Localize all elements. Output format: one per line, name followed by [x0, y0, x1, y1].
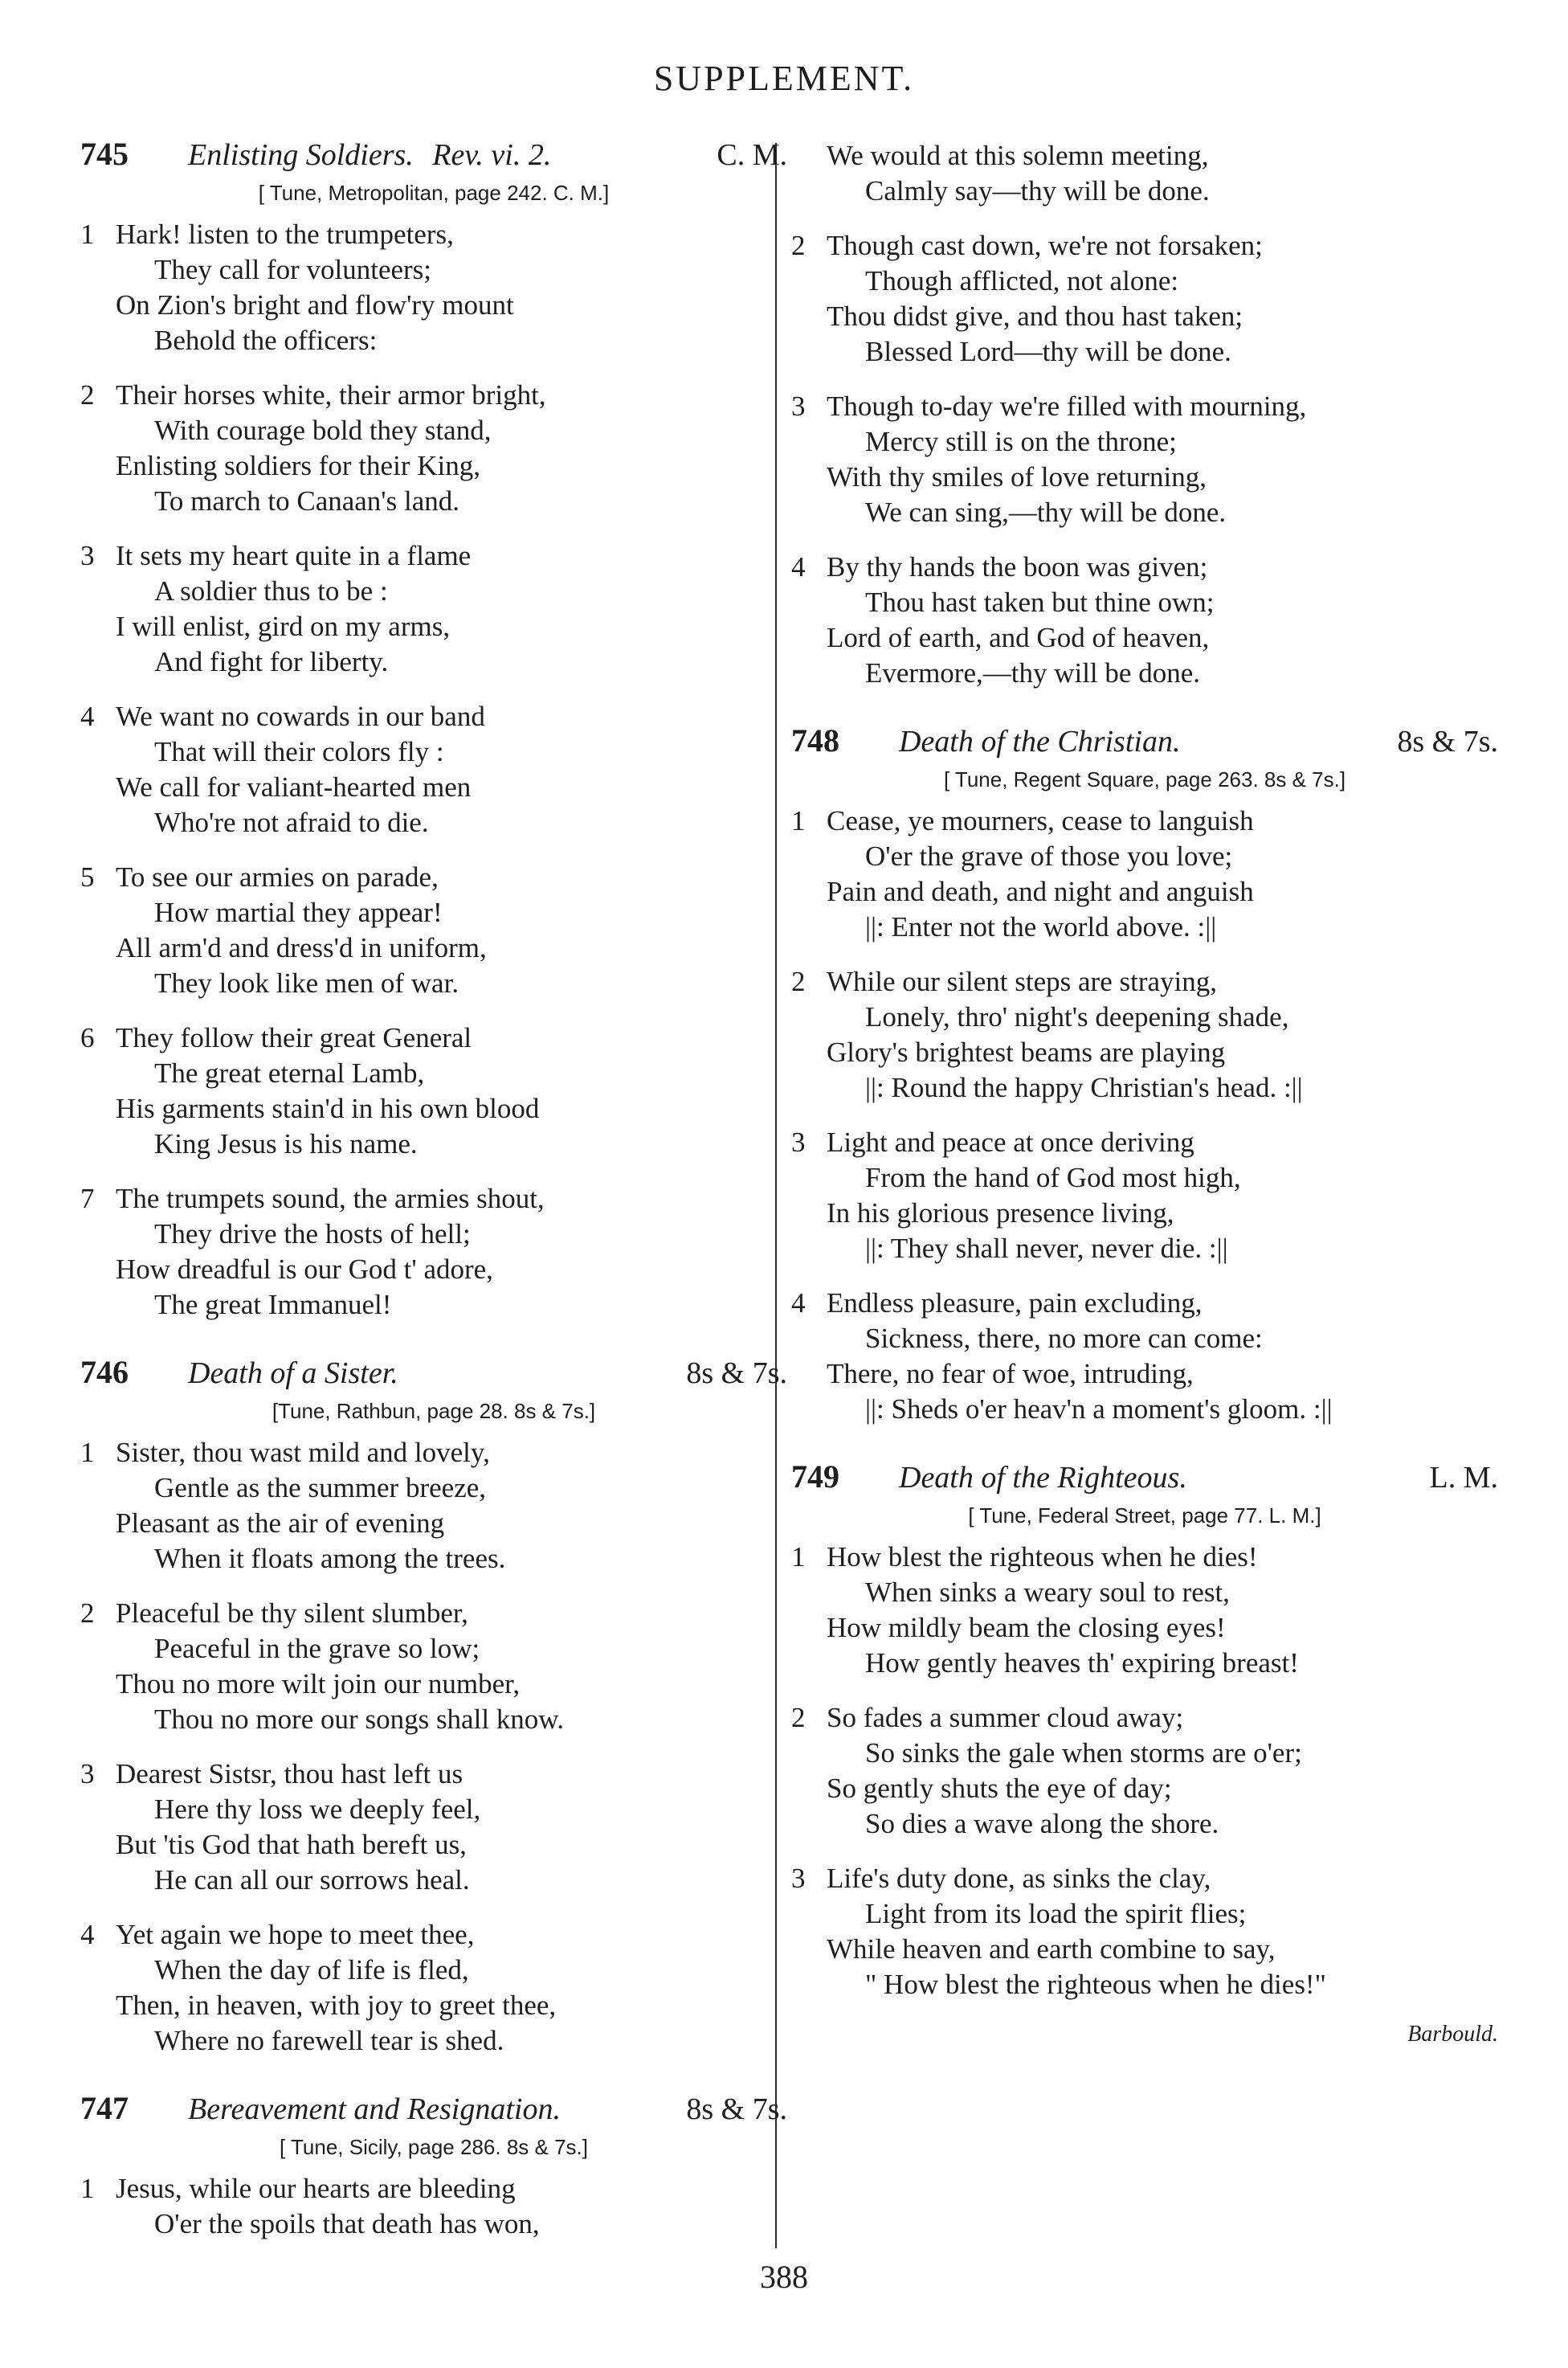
verse [791, 1861, 1498, 2002]
verse-line: Mercy still is on the throne; [865, 426, 1177, 457]
verse-line: When the day of life is fled, [154, 1954, 469, 1986]
verse-line: They drive the hosts of hell; [154, 1218, 471, 1249]
verse-number: 3 [791, 1127, 806, 1158]
hymn-meter: L. M. [1429, 1461, 1498, 1495]
verse-line: While heaven and earth combine to say, [827, 1933, 1276, 1965]
hymn-number: 746 [80, 1354, 129, 1390]
verse [791, 1700, 1498, 1842]
verse-line: How dreadful is our God t' adore, [116, 1254, 493, 1285]
right-column [791, 138, 1498, 2078]
verse-line: How martial they appear! [154, 897, 443, 928]
verse-line: Though afflicted, not alone: [865, 265, 1179, 297]
verse [80, 1917, 787, 2059]
hymn-meter: C. M. [717, 138, 787, 172]
verse-line: Glory's brightest beams are playing [827, 1037, 1226, 1068]
verse-line: ||: Round the happy Christian's head. :|| [865, 1072, 1303, 1103]
verse-line: So fades a summer cloud away; [827, 1702, 1184, 1733]
hymn-heading [80, 135, 787, 173]
verse-line: Enlisting soldiers for their King, [116, 450, 480, 481]
verse-line: Lonely, thro' night's deepening shade, [865, 1001, 1289, 1033]
verse-line: Sickness, there, no more can come: [865, 1323, 1263, 1354]
verse-number: 4 [80, 701, 95, 732]
verse-line: Though cast down, we're not forsaken; [827, 230, 1263, 261]
verse-line: Yet again we hope to meet thee, [116, 1919, 475, 1950]
verse-line: Jesus, while our hearts are bleeding [116, 2173, 516, 2204]
verse-line: Blessed Lord—thy will be done. [865, 336, 1231, 367]
hymn-heading [791, 722, 1498, 759]
verse-line: Their horses white, their armor bright, [116, 379, 546, 411]
verse [80, 1596, 787, 1737]
verse-number: 6 [80, 1022, 95, 1053]
verse-line: The great eternal Lamb, [154, 1057, 425, 1089]
verse [80, 1435, 787, 1577]
verse-line: How mildly beam the closing eyes! [827, 1612, 1226, 1643]
verse-line: ||: Sheds o'er heav'n a moment's gloom. :|| [865, 1393, 1333, 1425]
hymn-tune: [ Tune, Sicily, page 286. 8s & 7s.] [280, 2135, 588, 2159]
hymn-number: 747 [80, 2090, 129, 2126]
verse [791, 804, 1498, 945]
verse-line: All arm'd and dress'd in uniform, [116, 932, 487, 963]
verse-line: Cease, ye mourners, cease to languish [827, 805, 1254, 836]
verse-line: Peaceful in the grave so low; [154, 1633, 480, 1664]
verse-line: To march to Canaan's land. [154, 485, 459, 517]
verse [80, 2171, 787, 2242]
verse [80, 217, 787, 358]
verse-line: Pleasant as the air of evening [116, 1507, 445, 1539]
left-column [80, 135, 787, 2272]
verse-number: 1 [80, 219, 95, 250]
hymn-number: 745 [80, 136, 129, 172]
verse [80, 699, 787, 840]
hymn-tune: [Tune, Rathbun, page 28. 8s & 7s.] [272, 1399, 596, 1423]
verse-line: Light from its load the spirit flies; [865, 1898, 1247, 1929]
verse-number: 2 [80, 379, 95, 411]
verse-line: How gently heaves th' expiring breast! [865, 1647, 1299, 1679]
verse [80, 1020, 787, 1162]
verse-number: 3 [791, 1863, 806, 1894]
verse-line: It sets my heart quite in a flame [116, 540, 472, 571]
page-number: 388 [760, 2259, 808, 2295]
verse-line: When it floats among the trees. [154, 1543, 506, 1574]
verse-line: We want no cowards in our band [116, 701, 485, 732]
verse-line: O'er the grave of those you love; [865, 840, 1233, 872]
verse-line: They call for volunteers; [154, 254, 432, 285]
verse-line: Thou no more wilt join our number, [116, 1668, 521, 1699]
scripture-reference: Rev. vi. 2. [432, 138, 552, 172]
verse-line: So sinks the gale when storms are o'er; [865, 1737, 1302, 1769]
verse-line: Then, in heaven, with joy to greet thee, [116, 1990, 557, 2021]
verse-number: 2 [791, 1702, 806, 1733]
verse [80, 378, 787, 519]
verse-line: To see our armies on parade, [116, 861, 439, 893]
verse-number: 4 [791, 1287, 806, 1319]
hymn-meter: 8s & 7s. [686, 1356, 787, 1390]
hymn-heading [80, 2089, 787, 2127]
verse-line: Calmly say—thy will be done. [865, 175, 1210, 207]
verse-line: With courage bold they stand, [154, 415, 492, 446]
verse-line: King Jesus is his name. [154, 1128, 418, 1159]
verse-line: A soldier thus to be : [154, 575, 388, 607]
hymn-title: Bereavement and Resignation. [188, 2092, 561, 2126]
verse-line: Sister, thou wast mild and lovely, [116, 1437, 490, 1468]
verse [80, 1181, 787, 1323]
verse-number: 2 [791, 966, 806, 997]
verse [791, 1286, 1498, 1427]
hymn-title: Death of a Sister. [188, 1356, 398, 1390]
verse-line: Pleaceful be thy silent slumber, [116, 1597, 468, 1629]
verse-line: So gently shuts the eye of day; [827, 1773, 1172, 1804]
verse-line: But 'tis God that hath bereft us, [116, 1829, 467, 1860]
hymn-tune: [ Tune, Federal Street, page 77. L. M.] [968, 1503, 1321, 1528]
verse-line: Here thy loss we deeply feel, [154, 1793, 481, 1825]
verse-line: O'er the spoils that death has won, [154, 2208, 540, 2239]
verse-line: While our silent steps are straying, [827, 966, 1217, 997]
verse-line: ||: They shall never, never die. :|| [865, 1233, 1228, 1264]
hymn-747 [80, 2089, 787, 2242]
hymn-heading [791, 1458, 1498, 1495]
verse-line: ||: Enter not the world above. :|| [865, 911, 1217, 943]
verse-number: 1 [791, 805, 806, 836]
verse-line: Thou hast taken but thine own; [865, 587, 1215, 618]
verse-continued [791, 138, 1498, 209]
hymn-title: Death of the Christian. [899, 725, 1181, 759]
hymn-title [177, 137, 705, 173]
verse [80, 538, 787, 680]
verse [791, 550, 1498, 691]
hymn-meter: 8s & 7s. [686, 2092, 787, 2126]
verse-line: How blest the righteous when he dies! [827, 1541, 1258, 1573]
verse-number: 3 [791, 391, 806, 422]
verse-line: Life's duty done, as sinks the clay, [827, 1863, 1211, 1894]
verse-line: He can all our sorrows heal. [154, 1864, 470, 1896]
verse-line: Though to-day we're filled with mourning, [827, 391, 1307, 422]
verse-line: Hark! listen to the trumpeters, [116, 219, 454, 250]
verse-line: Evermore,—thy will be done. [865, 657, 1200, 689]
verse-line: In his glorious presence living, [827, 1197, 1174, 1229]
verse-line: Thou didst give, and thou hast taken; [827, 301, 1243, 332]
verse [80, 1757, 787, 1898]
hymn-748 [791, 722, 1498, 1427]
hymn-746 [80, 1353, 787, 2059]
verse-line: From the hand of God most high, [865, 1162, 1241, 1193]
verse-line: Lord of earth, and God of heaven, [827, 622, 1210, 653]
hymn-tune: [ Tune, Regent Square, page 263. 8s & 7s.] [943, 767, 1346, 791]
verse-line: They follow their great General [116, 1022, 472, 1053]
hymn-title: Death of the Righteous. [899, 1461, 1187, 1495]
verse-line: By thy hands the boon was given; [827, 551, 1208, 583]
verse-line: " How blest the righteous when he dies!" [865, 1969, 1326, 2000]
verse-line: His garments stain'd in his own blood [116, 1093, 540, 1124]
verse [791, 228, 1498, 370]
verse-number: 2 [791, 230, 806, 261]
verse [80, 860, 787, 1001]
page-header: SUPPLEMENT. [653, 59, 915, 98]
verse-line: On Zion's bright and flow'ry mount [116, 289, 514, 321]
verse-number: 4 [791, 551, 806, 583]
verse-line: Light and peace at once deriving [827, 1127, 1194, 1158]
hymn-heading [80, 1353, 787, 1391]
hymn-745 [80, 135, 787, 1323]
verse-line: They look like men of war. [154, 967, 459, 999]
verse-line: Dearest Sistsr, thou hast left us [116, 1758, 463, 1789]
hymn-number: 749 [791, 1458, 839, 1495]
verse [791, 964, 1498, 1106]
verse-line: With thy smiles of love returning, [827, 461, 1207, 493]
verse-number: 1 [80, 2173, 95, 2204]
verse-line: Gentle as the summer breeze, [154, 1472, 487, 1503]
verse [791, 389, 1498, 530]
hymn-747-continued [791, 138, 1498, 691]
verse [791, 1125, 1498, 1266]
verse-line: We can sing,—thy will be done. [865, 497, 1227, 528]
author-attribution: Barbould. [1407, 2022, 1498, 2047]
verse-line: Where no farewell tear is shed. [154, 2025, 504, 2056]
verse-line: Pain and death, and night and anguish [827, 876, 1254, 907]
verse-line: The trumpets sound, the armies shout, [116, 1183, 545, 1214]
verse-line: Endless pleasure, pain excluding, [827, 1287, 1203, 1319]
hymn-number: 748 [791, 722, 839, 759]
verse-line: The great Immanuel! [154, 1289, 392, 1320]
verse-number: 4 [80, 1919, 95, 1950]
hymn-tune: [ Tune, Metropolitan, page 242. C. M.] [258, 181, 610, 205]
verse-line: I will enlist, gird on my arms, [116, 611, 451, 642]
verse-line: There, no fear of woe, intruding, [827, 1358, 1194, 1389]
hymn-749 [791, 1458, 1498, 2047]
verse-line: So dies a wave along the shore. [865, 1808, 1219, 1839]
verse-line: When sinks a weary soul to rest, [865, 1577, 1230, 1608]
verse-number: 1 [791, 1541, 806, 1573]
verse-number: 7 [80, 1183, 95, 1214]
verse-line: Thou no more our songs shall know. [154, 1703, 565, 1735]
verse-line: We would at this solemn meeting, [827, 140, 1209, 171]
verse [791, 1540, 1498, 1681]
hymn-title-text: Enlisting Soldiers. [188, 138, 414, 172]
verse-number: 1 [80, 1437, 95, 1468]
verse-number: 2 [80, 1597, 95, 1629]
verse-line: And fight for liberty. [154, 646, 389, 677]
verse-line: That will their colors fly : [154, 736, 444, 767]
verse-line: We call for valiant-hearted men [116, 771, 472, 803]
verse-number: 3 [80, 540, 95, 571]
verse-number: 5 [80, 861, 95, 893]
verse-line: Behold the officers: [154, 325, 378, 356]
verse-number: 3 [80, 1758, 95, 1789]
verse-line: Who're not afraid to die. [154, 807, 429, 838]
hymn-meter: 8s & 7s. [1397, 725, 1498, 759]
